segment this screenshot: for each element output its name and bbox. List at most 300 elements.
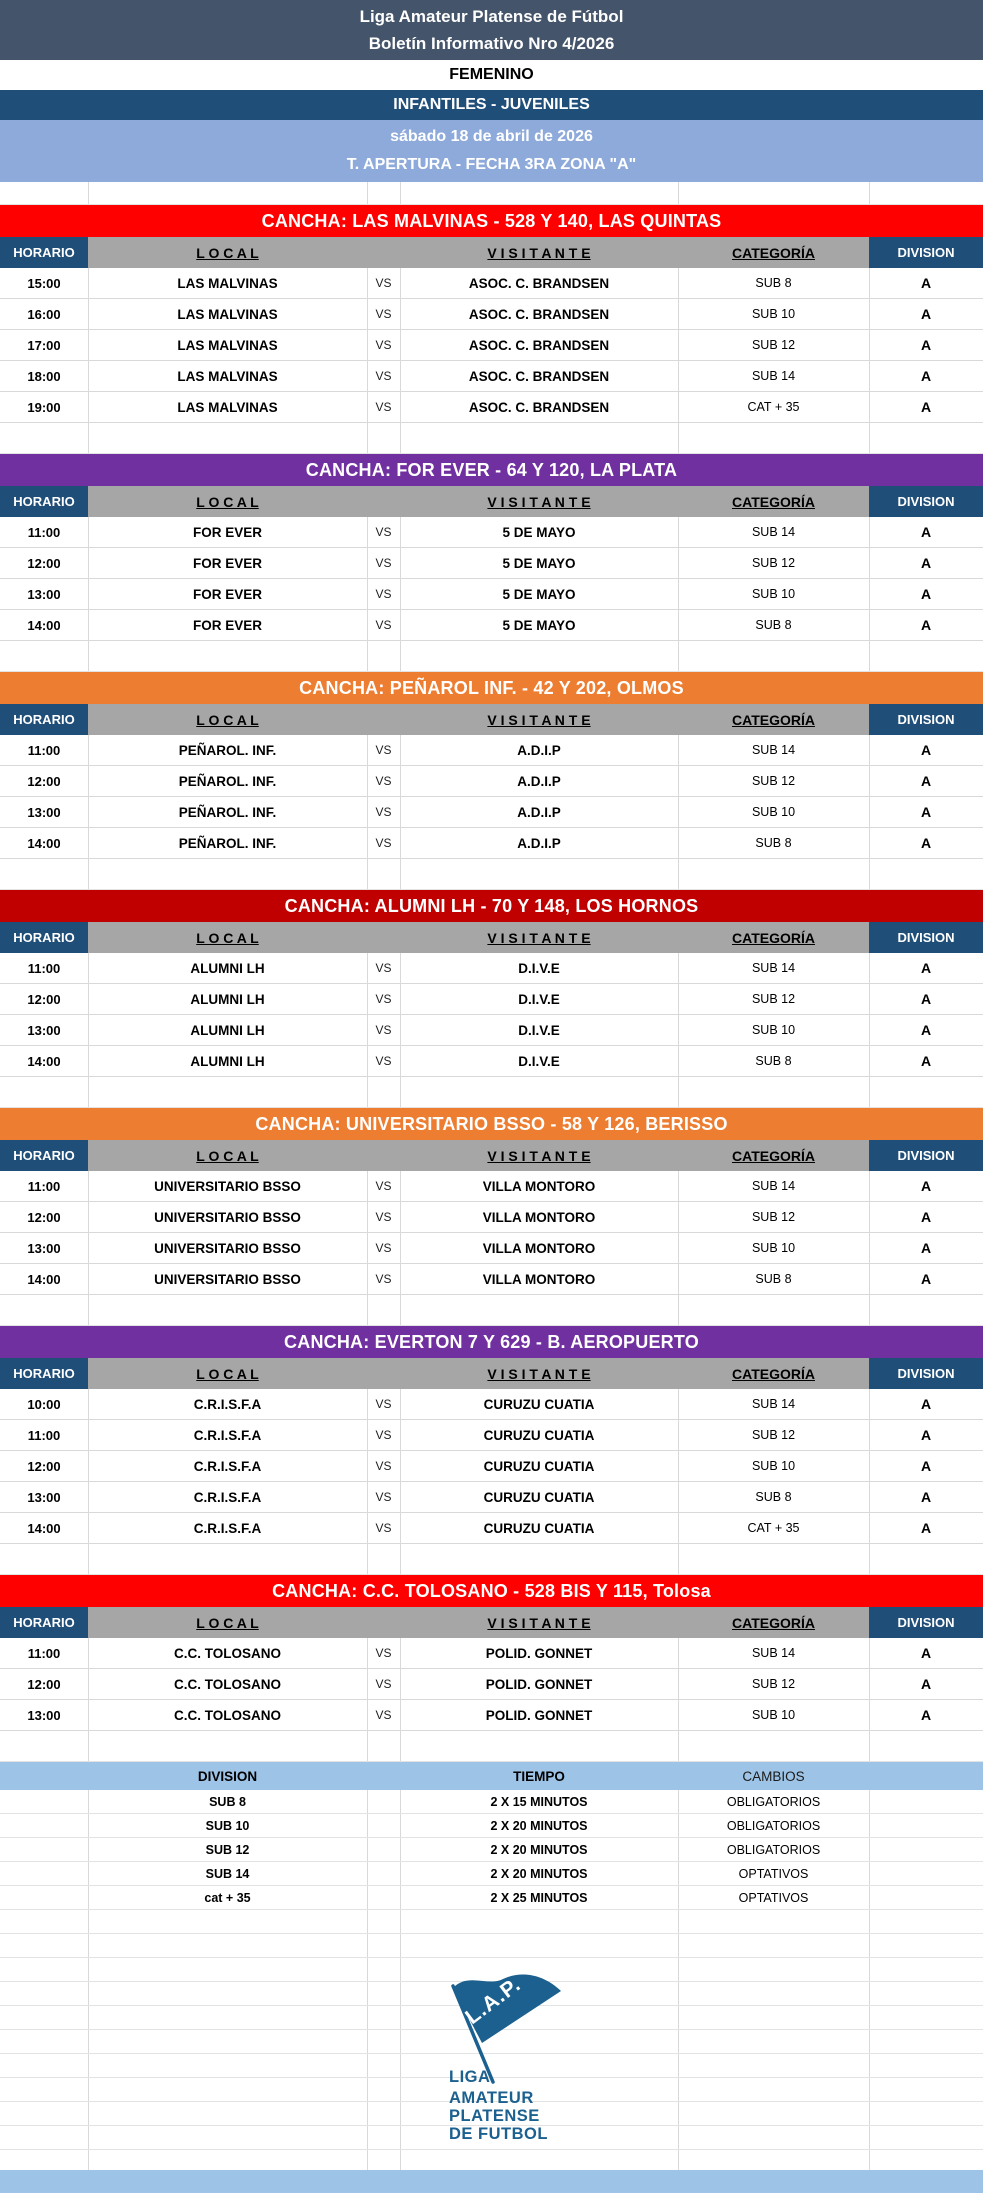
rules-cell-spacer bbox=[0, 1838, 88, 1861]
match-time: 10:00 bbox=[27, 1396, 61, 1412]
horario-column-header: HORARIO bbox=[0, 1358, 88, 1389]
match-table-section bbox=[0, 672, 983, 890]
match-category: SUB 14 bbox=[751, 743, 796, 757]
cancha-banner: CANCHA: UNIVERSITARIO BSSO - 58 Y 126, BERISSO bbox=[0, 1108, 983, 1140]
match-time: 14:00 bbox=[27, 1053, 61, 1069]
match-category: SUB 12 bbox=[751, 774, 796, 788]
rules-header-spacer bbox=[0, 1762, 88, 1790]
column-header-row bbox=[0, 704, 983, 735]
match-division: A bbox=[920, 1396, 932, 1412]
cancha-banner: CANCHA: EVERTON 7 Y 629 - B. AEROPUERTO bbox=[0, 1326, 983, 1358]
vs-label: VS bbox=[375, 1241, 392, 1255]
visitor-team: VILLA MONTORO bbox=[482, 1178, 596, 1194]
match-date: sábado 18 de abril de 2026 bbox=[390, 128, 593, 145]
rules-cambios-value: OBLIGATORIOS bbox=[726, 1794, 821, 1809]
rules-tiempo-value: 2 X 15 MINUTOS bbox=[490, 1794, 588, 1809]
match-row bbox=[0, 1389, 983, 1420]
vs-label: VS bbox=[375, 276, 392, 290]
match-time: 13:00 bbox=[27, 1240, 61, 1256]
vs-label: VS bbox=[375, 400, 392, 414]
match-category: SUB 12 bbox=[751, 556, 796, 570]
vs-label: VS bbox=[375, 618, 392, 632]
rules-header-row bbox=[0, 1762, 983, 1790]
match-division: A bbox=[920, 1209, 932, 1225]
match-category: SUB 8 bbox=[755, 1272, 792, 1286]
match-division: A bbox=[920, 1427, 932, 1443]
rules-cell-spacer bbox=[869, 1790, 983, 1813]
rules-division-header: DIVISION bbox=[197, 1768, 258, 1784]
match-time: 12:00 bbox=[27, 1458, 61, 1474]
categoria-column-header: CATEGORÍA bbox=[678, 1607, 869, 1638]
match-division: A bbox=[920, 1520, 932, 1536]
match-category: SUB 10 bbox=[751, 1023, 796, 1037]
visitor-team: A.D.I.P bbox=[517, 742, 561, 758]
date-band bbox=[0, 120, 983, 182]
visitor-team: D.I.V.E bbox=[518, 1022, 560, 1038]
match-category: SUB 8 bbox=[755, 1490, 792, 1504]
cancha-banner: CANCHA: C.C. TOLOSANO - 528 BIS Y 115, Tolosa bbox=[0, 1575, 983, 1607]
match-division: A bbox=[920, 337, 932, 353]
division-column-header: DIVISION bbox=[869, 1140, 983, 1171]
visitor-team: 5 DE MAYO bbox=[502, 524, 576, 540]
visitor-team: CURUZU CUATIA bbox=[483, 1396, 595, 1412]
match-row bbox=[0, 797, 983, 828]
vs-label: VS bbox=[375, 338, 392, 352]
match-row bbox=[0, 828, 983, 859]
match-category: SUB 10 bbox=[751, 1459, 796, 1473]
match-category: CAT + 35 bbox=[747, 1521, 800, 1535]
section-band bbox=[0, 60, 983, 90]
local-team: ALUMNI LH bbox=[190, 1022, 265, 1038]
visitor-team: VILLA MONTORO bbox=[482, 1209, 596, 1225]
rules-cambios-header: CAMBIOS bbox=[742, 1768, 805, 1784]
division-column-header: DIVISION bbox=[869, 922, 983, 953]
league-title: Liga Amateur Platense de Fútbol bbox=[359, 7, 624, 26]
local-column-header: L O C A L bbox=[88, 237, 367, 268]
bottom-bar bbox=[0, 2170, 983, 2193]
match-category: SUB 14 bbox=[751, 1646, 796, 1660]
local-column-header: L O C A L bbox=[88, 486, 367, 517]
logo-caption-line4: DE FUTBOL bbox=[449, 2125, 548, 2143]
rules-cell-spacer bbox=[0, 1886, 88, 1909]
visitor-team: CURUZU CUATIA bbox=[483, 1520, 595, 1536]
logo-area bbox=[0, 1910, 983, 2170]
match-division: A bbox=[920, 1489, 932, 1505]
rules-header-spacer bbox=[869, 1762, 983, 1790]
match-row bbox=[0, 953, 983, 984]
rules-row bbox=[0, 1886, 983, 1910]
rules-tiempo-value: 2 X 25 MINUTOS bbox=[490, 1890, 588, 1905]
match-category: SUB 10 bbox=[751, 1708, 796, 1722]
local-team: PEÑAROL. INF. bbox=[178, 773, 277, 789]
vs-label: VS bbox=[375, 1023, 392, 1037]
visitor-team: A.D.I.P bbox=[517, 835, 561, 851]
match-division: A bbox=[920, 742, 932, 758]
match-category: SUB 14 bbox=[751, 961, 796, 975]
match-division: A bbox=[920, 1240, 932, 1256]
column-header-row bbox=[0, 486, 983, 517]
local-team: C.R.I.S.F.A bbox=[193, 1458, 262, 1474]
categoria-column-header: CATEGORÍA bbox=[678, 704, 869, 735]
horario-column-header: HORARIO bbox=[0, 237, 88, 268]
local-team: ALUMNI LH bbox=[190, 991, 265, 1007]
match-row bbox=[0, 268, 983, 299]
vs-column-header bbox=[367, 704, 400, 735]
cancha-banner: CANCHA: LAS MALVINAS - 528 Y 140, LAS QUINTAS bbox=[0, 205, 983, 237]
match-time: 11:00 bbox=[27, 960, 61, 976]
local-team: LAS MALVINAS bbox=[177, 275, 278, 291]
visitor-team: POLID. GONNET bbox=[485, 1676, 593, 1692]
division-column-header: DIVISION bbox=[869, 1358, 983, 1389]
match-time: 12:00 bbox=[27, 1676, 61, 1692]
match-category: SUB 14 bbox=[751, 525, 796, 539]
match-category: SUB 10 bbox=[751, 587, 796, 601]
match-category: SUB 14 bbox=[751, 1179, 796, 1193]
rules-division-value: SUB 8 bbox=[209, 1794, 246, 1809]
match-row bbox=[0, 1420, 983, 1451]
local-column-header: L O C A L bbox=[88, 1140, 367, 1171]
local-column-header: L O C A L bbox=[88, 704, 367, 735]
match-division: A bbox=[920, 1458, 932, 1474]
match-category: CAT + 35 bbox=[747, 400, 800, 414]
horario-column-header: HORARIO bbox=[0, 704, 88, 735]
vs-label: VS bbox=[375, 369, 392, 383]
local-team: C.C. TOLOSANO bbox=[173, 1676, 281, 1692]
match-category: SUB 10 bbox=[751, 1241, 796, 1255]
vs-label: VS bbox=[375, 1490, 392, 1504]
match-table-section bbox=[0, 205, 983, 454]
match-division: A bbox=[920, 804, 932, 820]
division-column-header: DIVISION bbox=[869, 704, 983, 735]
subsection-label: INFANTILES - JUVENILES bbox=[393, 96, 590, 113]
match-row bbox=[0, 1451, 983, 1482]
match-time: 17:00 bbox=[27, 337, 61, 353]
visitor-team: 5 DE MAYO bbox=[502, 555, 576, 571]
vs-label: VS bbox=[375, 525, 392, 539]
local-team: PEÑAROL. INF. bbox=[178, 804, 277, 820]
rules-tiempo-value: 2 X 20 MINUTOS bbox=[490, 1866, 588, 1881]
match-time: 14:00 bbox=[27, 1271, 61, 1287]
match-division: A bbox=[920, 306, 932, 322]
visitor-team: ASOC. C. BRANDSEN bbox=[468, 368, 610, 384]
visitor-team: CURUZU CUATIA bbox=[483, 1489, 595, 1505]
vs-label: VS bbox=[375, 1179, 392, 1193]
vs-label: VS bbox=[375, 1428, 392, 1442]
rules-cell-spacer bbox=[869, 1814, 983, 1837]
horario-column-header: HORARIO bbox=[0, 486, 88, 517]
match-row bbox=[0, 579, 983, 610]
visitor-team: POLID. GONNET bbox=[485, 1707, 593, 1723]
visitor-team: D.I.V.E bbox=[518, 960, 560, 976]
local-team: PEÑAROL. INF. bbox=[178, 835, 277, 851]
match-time: 14:00 bbox=[27, 835, 61, 851]
match-table-section bbox=[0, 1108, 983, 1326]
visitante-column-header: V I S I T A N T E bbox=[400, 1607, 678, 1638]
match-row bbox=[0, 610, 983, 641]
match-row bbox=[0, 1700, 983, 1731]
local-team: FOR EVER bbox=[192, 555, 262, 571]
match-category: SUB 12 bbox=[751, 1210, 796, 1224]
rules-row bbox=[0, 1814, 983, 1838]
local-team: UNIVERSITARIO BSSO bbox=[154, 1178, 301, 1194]
match-row bbox=[0, 1669, 983, 1700]
vs-column-header bbox=[367, 486, 400, 517]
rules-cell-spacer bbox=[367, 1790, 400, 1813]
vs-label: VS bbox=[375, 1272, 392, 1286]
grid-spacer bbox=[0, 423, 983, 454]
match-table-section bbox=[0, 890, 983, 1108]
match-time: 12:00 bbox=[27, 773, 61, 789]
match-division: A bbox=[920, 835, 932, 851]
rules-tiempo-header: TIEMPO bbox=[513, 1768, 565, 1784]
column-header-row bbox=[0, 237, 983, 268]
visitante-column-header: V I S I T A N T E bbox=[400, 237, 678, 268]
rules-cell-spacer bbox=[367, 1862, 400, 1885]
match-division: A bbox=[920, 399, 932, 415]
match-category: SUB 12 bbox=[751, 992, 796, 1006]
categoria-column-header: CATEGORÍA bbox=[678, 922, 869, 953]
cancha-banner: CANCHA: FOR EVER - 64 Y 120, LA PLATA bbox=[0, 454, 983, 486]
match-row bbox=[0, 1046, 983, 1077]
visitante-column-header: V I S I T A N T E bbox=[400, 486, 678, 517]
rules-division-value: SUB 12 bbox=[205, 1842, 250, 1857]
local-team: UNIVERSITARIO BSSO bbox=[154, 1209, 301, 1225]
local-team: C.R.I.S.F.A bbox=[193, 1396, 262, 1412]
match-row bbox=[0, 1482, 983, 1513]
rules-cambios-value: OPTATIVOS bbox=[738, 1890, 809, 1905]
division-column-header: DIVISION bbox=[869, 1607, 983, 1638]
vs-label: VS bbox=[375, 1646, 392, 1660]
vs-label: VS bbox=[375, 805, 392, 819]
grid-spacer bbox=[0, 1731, 983, 1762]
visitante-column-header: V I S I T A N T E bbox=[400, 1140, 678, 1171]
rules-cambios-value: OPTATIVOS bbox=[738, 1866, 809, 1881]
match-row bbox=[0, 517, 983, 548]
rules-division-value: SUB 14 bbox=[205, 1866, 250, 1881]
column-header-row bbox=[0, 922, 983, 953]
visitor-team: A.D.I.P bbox=[517, 804, 561, 820]
vs-label: VS bbox=[375, 1708, 392, 1722]
local-column-header: L O C A L bbox=[88, 1607, 367, 1638]
match-time: 11:00 bbox=[27, 742, 61, 758]
match-category: SUB 8 bbox=[755, 836, 792, 850]
vs-label: VS bbox=[375, 1677, 392, 1691]
vs-label: VS bbox=[375, 1521, 392, 1535]
rules-cell-spacer bbox=[869, 1862, 983, 1885]
match-row bbox=[0, 548, 983, 579]
match-category: SUB 10 bbox=[751, 307, 796, 321]
match-division: A bbox=[920, 991, 932, 1007]
section-label: FEMENINO bbox=[449, 66, 534, 83]
match-table-section bbox=[0, 454, 983, 672]
match-category: SUB 12 bbox=[751, 1428, 796, 1442]
rules-cell-spacer bbox=[869, 1886, 983, 1909]
categoria-column-header: CATEGORÍA bbox=[678, 486, 869, 517]
visitante-column-header: V I S I T A N T E bbox=[400, 922, 678, 953]
local-team: FOR EVER bbox=[192, 586, 262, 602]
vs-label: VS bbox=[375, 1397, 392, 1411]
categoria-column-header: CATEGORÍA bbox=[678, 237, 869, 268]
visitor-team: D.I.V.E bbox=[518, 1053, 560, 1069]
match-time: 11:00 bbox=[27, 1178, 61, 1194]
local-team: FOR EVER bbox=[192, 524, 262, 540]
vs-label: VS bbox=[375, 556, 392, 570]
horario-column-header: HORARIO bbox=[0, 1140, 88, 1171]
local-team: PEÑAROL. INF. bbox=[178, 742, 277, 758]
rules-cell-spacer bbox=[0, 1814, 88, 1837]
match-row bbox=[0, 735, 983, 766]
local-team: C.C. TOLOSANO bbox=[173, 1645, 281, 1661]
visitor-team: ASOC. C. BRANDSEN bbox=[468, 306, 610, 322]
subsection-band bbox=[0, 90, 983, 120]
logo-caption-line3: PLATENSE bbox=[449, 2107, 540, 2125]
match-time: 11:00 bbox=[27, 1645, 61, 1661]
match-division: A bbox=[920, 773, 932, 789]
vs-label: VS bbox=[375, 1054, 392, 1068]
rules-cell-spacer bbox=[869, 1838, 983, 1861]
match-division: A bbox=[920, 368, 932, 384]
match-category: SUB 14 bbox=[751, 369, 796, 383]
match-time: 13:00 bbox=[27, 586, 61, 602]
match-time: 12:00 bbox=[27, 991, 61, 1007]
match-division: A bbox=[920, 1676, 932, 1692]
horario-column-header: HORARIO bbox=[0, 1607, 88, 1638]
column-header-row bbox=[0, 1607, 983, 1638]
visitor-team: CURUZU CUATIA bbox=[483, 1458, 595, 1474]
visitor-team: VILLA MONTORO bbox=[482, 1271, 596, 1287]
rules-row bbox=[0, 1862, 983, 1886]
categoria-column-header: CATEGORÍA bbox=[678, 1140, 869, 1171]
cancha-banner: CANCHA: PEÑAROL INF. - 42 Y 202, OLMOS bbox=[0, 672, 983, 704]
match-division: A bbox=[920, 586, 932, 602]
match-time: 16:00 bbox=[27, 306, 61, 322]
local-team: LAS MALVINAS bbox=[177, 399, 278, 415]
match-row bbox=[0, 1264, 983, 1295]
tournament-round: T. APERTURA - FECHA 3RA ZONA "A" bbox=[346, 156, 637, 173]
local-team: FOR EVER bbox=[192, 617, 262, 633]
grid-spacer bbox=[0, 1077, 983, 1108]
vs-column-header bbox=[367, 1358, 400, 1389]
grid-spacer bbox=[0, 641, 983, 672]
grid-spacer bbox=[0, 182, 983, 205]
division-column-header: DIVISION bbox=[869, 486, 983, 517]
match-category: SUB 14 bbox=[751, 1397, 796, 1411]
visitor-team: 5 DE MAYO bbox=[502, 617, 576, 633]
vs-label: VS bbox=[375, 743, 392, 757]
match-division: A bbox=[920, 1707, 932, 1723]
visitor-team: ASOC. C. BRANDSEN bbox=[468, 275, 610, 291]
match-time: 11:00 bbox=[27, 524, 61, 540]
visitor-team: CURUZU CUATIA bbox=[483, 1427, 595, 1443]
grid-spacer bbox=[0, 1544, 983, 1575]
match-table-section bbox=[0, 1326, 983, 1575]
local-team: C.C. TOLOSANO bbox=[173, 1707, 281, 1723]
match-division: A bbox=[920, 1022, 932, 1038]
local-team: ALUMNI LH bbox=[190, 1053, 265, 1069]
bulletin-number: Boletín Informativo Nro 4/2026 bbox=[368, 34, 615, 53]
rules-division-value: SUB 10 bbox=[205, 1818, 250, 1833]
match-row bbox=[0, 984, 983, 1015]
match-time: 11:00 bbox=[27, 1427, 61, 1443]
league-logo bbox=[400, 1910, 600, 2170]
rules-row bbox=[0, 1838, 983, 1862]
local-team: LAS MALVINAS bbox=[177, 306, 278, 322]
logo-caption-line2: AMATEUR bbox=[449, 2089, 534, 2107]
vs-label: VS bbox=[375, 992, 392, 1006]
match-row bbox=[0, 1513, 983, 1544]
match-category: SUB 12 bbox=[751, 338, 796, 352]
match-time: 13:00 bbox=[27, 1489, 61, 1505]
visitor-team: D.I.V.E bbox=[518, 991, 560, 1007]
match-category: SUB 12 bbox=[751, 1677, 796, 1691]
match-time: 13:00 bbox=[27, 804, 61, 820]
local-team: UNIVERSITARIO BSSO bbox=[154, 1240, 301, 1256]
match-row bbox=[0, 1638, 983, 1669]
match-division: A bbox=[920, 617, 932, 633]
match-division: A bbox=[920, 1645, 932, 1661]
visitor-team: VILLA MONTORO bbox=[482, 1240, 596, 1256]
match-division: A bbox=[920, 275, 932, 291]
visitor-team: POLID. GONNET bbox=[485, 1645, 593, 1661]
match-row bbox=[0, 299, 983, 330]
match-division: A bbox=[920, 1053, 932, 1069]
local-team: LAS MALVINAS bbox=[177, 337, 278, 353]
visitor-team: ASOC. C. BRANDSEN bbox=[468, 337, 610, 353]
bulletin-title-band bbox=[0, 0, 983, 60]
local-team: UNIVERSITARIO BSSO bbox=[154, 1271, 301, 1287]
local-team: C.R.I.S.F.A bbox=[193, 1520, 262, 1536]
visitante-column-header: V I S I T A N T E bbox=[400, 704, 678, 735]
match-division: A bbox=[920, 555, 932, 571]
rules-cell-spacer bbox=[0, 1862, 88, 1885]
match-time: 14:00 bbox=[27, 617, 61, 633]
local-column-header: L O C A L bbox=[88, 922, 367, 953]
local-team: C.R.I.S.F.A bbox=[193, 1489, 262, 1505]
logo-caption-line1: LIGA bbox=[449, 2068, 491, 2086]
column-header-row bbox=[0, 1358, 983, 1389]
grid-spacer bbox=[0, 1295, 983, 1326]
rules-tiempo-value: 2 X 20 MINUTOS bbox=[490, 1842, 588, 1857]
local-team: LAS MALVINAS bbox=[177, 368, 278, 384]
vs-column-header bbox=[367, 1140, 400, 1171]
vs-label: VS bbox=[375, 307, 392, 321]
visitante-column-header: V I S I T A N T E bbox=[400, 1358, 678, 1389]
grid-spacer bbox=[0, 859, 983, 890]
rules-cell-spacer bbox=[367, 1814, 400, 1837]
match-division: A bbox=[920, 1178, 932, 1194]
rules-cell-spacer bbox=[0, 1790, 88, 1813]
match-time: 12:00 bbox=[27, 1209, 61, 1225]
match-category: SUB 10 bbox=[751, 805, 796, 819]
vs-label: VS bbox=[375, 1210, 392, 1224]
match-division: A bbox=[920, 524, 932, 540]
rules-header-spacer bbox=[367, 1762, 400, 1790]
categoria-column-header: CATEGORÍA bbox=[678, 1358, 869, 1389]
local-column-header: L O C A L bbox=[88, 1358, 367, 1389]
vs-label: VS bbox=[375, 774, 392, 788]
match-division: A bbox=[920, 960, 932, 976]
pennant-flag-text: L.A.P. bbox=[461, 1972, 526, 2029]
rules-row bbox=[0, 1790, 983, 1814]
match-division: A bbox=[920, 1271, 932, 1287]
match-row bbox=[0, 1233, 983, 1264]
visitor-team: A.D.I.P bbox=[517, 773, 561, 789]
vs-column-header bbox=[367, 1607, 400, 1638]
rules-cambios-value: OBLIGATORIOS bbox=[726, 1818, 821, 1833]
match-row bbox=[0, 392, 983, 423]
vs-label: VS bbox=[375, 961, 392, 975]
cancha-banner: CANCHA: ALUMNI LH - 70 Y 148, LOS HORNOS bbox=[0, 890, 983, 922]
